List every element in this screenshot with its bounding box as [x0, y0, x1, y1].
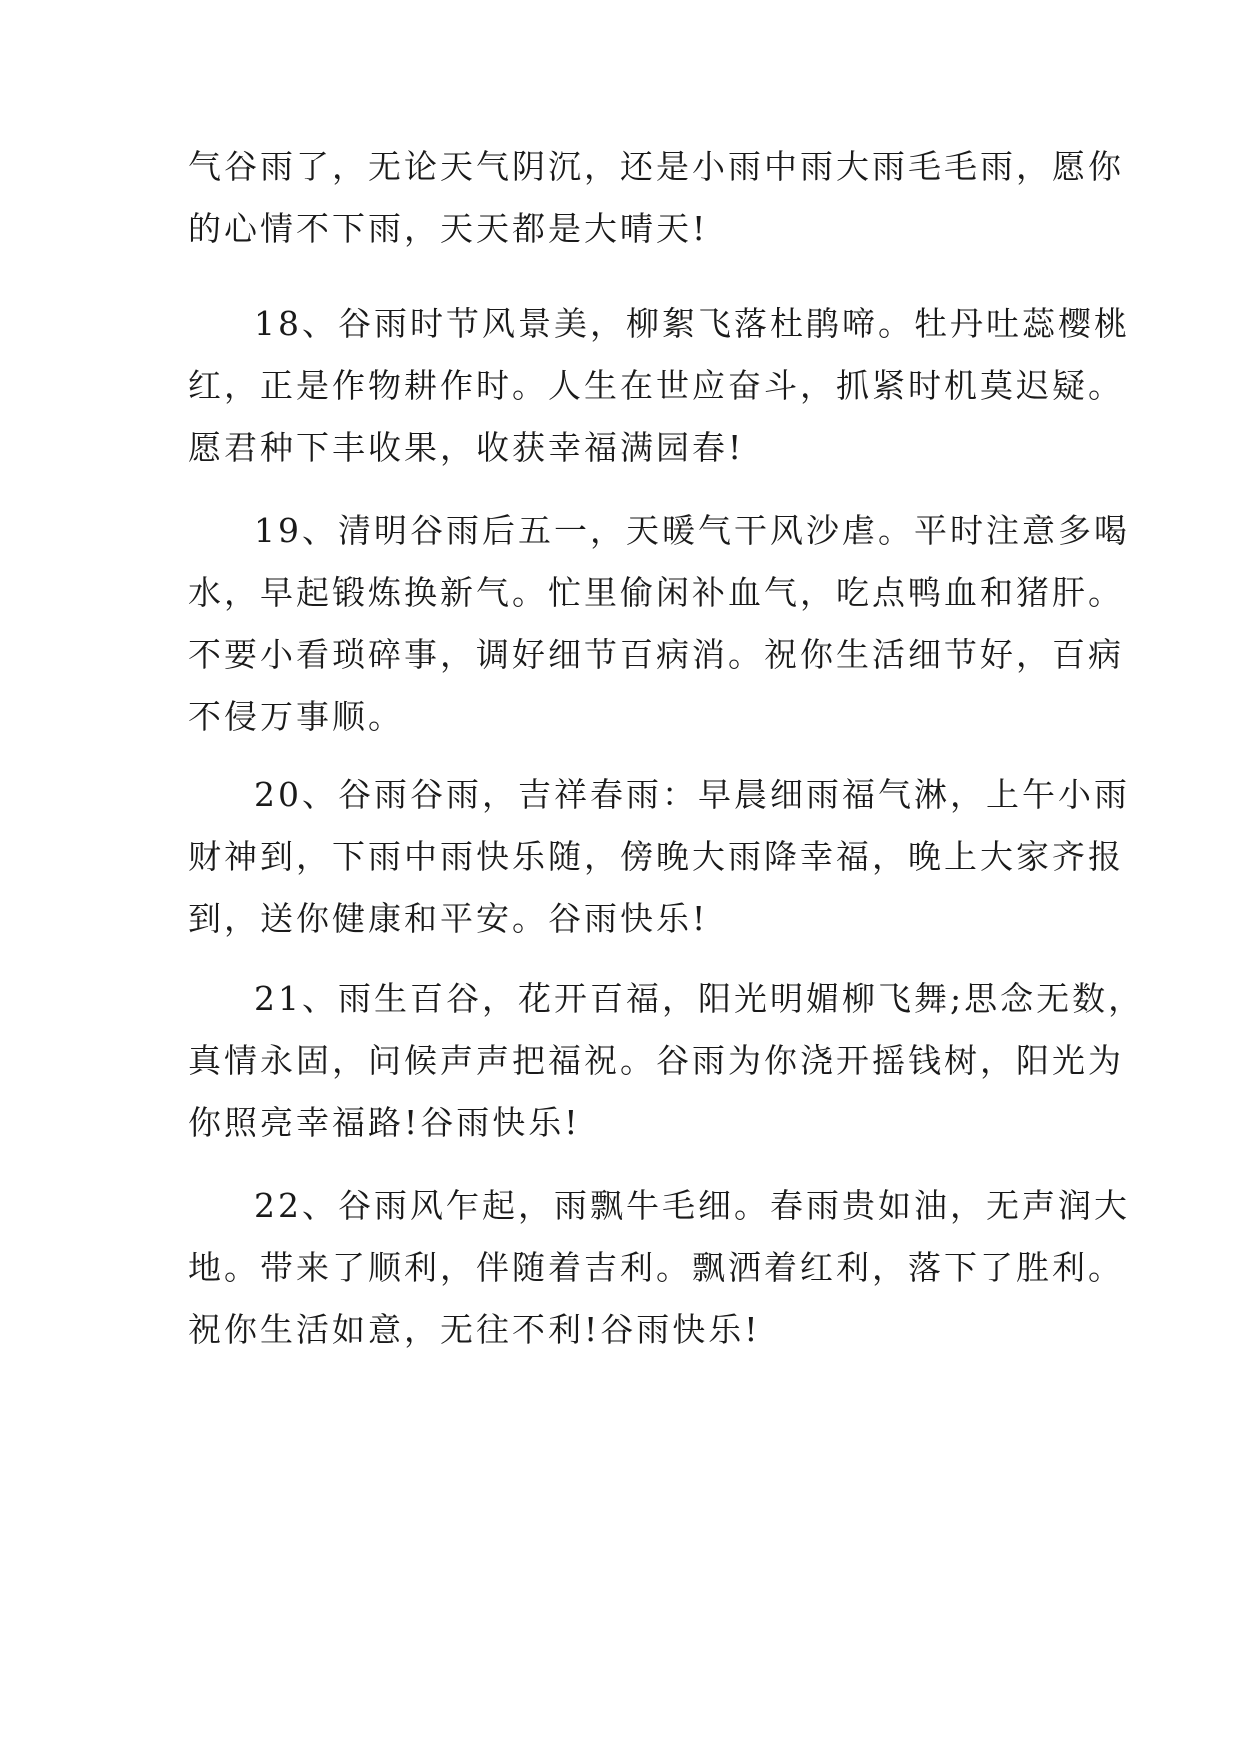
text-line: 真情永固，问候声声把福祝。谷雨为你浇开摇钱树，阳光为: [188, 1041, 1124, 1080]
text-line: 你照亮幸福路!谷雨快乐!: [188, 1103, 581, 1142]
text-line: 不要小看琐碎事，调好细节百病消。祝你生活细节好，百病: [188, 635, 1124, 674]
text-line: 气谷雨了，无论天气阴沉，还是小雨中雨大雨毛毛雨，愿你: [188, 147, 1124, 186]
text-line: 祝你生活如意，无往不利!谷雨快乐!: [188, 1310, 761, 1349]
text-line: 财神到，下雨中雨快乐随，傍晚大雨降幸福，晚上大家齐报: [188, 837, 1124, 876]
paragraph-20: [188, 764, 1130, 950]
text-line: 愿君种下丰收果，收获幸福满园春!: [188, 428, 745, 467]
paragraph-18: [188, 293, 1130, 479]
text-line: 的心情不下雨，天天都是大晴天!: [188, 209, 709, 248]
text-line: 地。带来了顺利，伴随着吉利。飘洒着红利，落下了胜利。: [188, 1248, 1124, 1287]
text-line: 不侵万事顺。: [188, 697, 404, 736]
text-line: 红，正是作物耕作时。人生在世应奋斗，抓紧时机莫迟疑。: [188, 366, 1124, 405]
paragraph-21: [188, 968, 1145, 1154]
text-line: 18、谷雨时节风景美，柳絮飞落杜鹃啼。牡丹吐蕊樱桃: [254, 304, 1130, 343]
text-line: 水，早起锻炼换新气。忙里偷闲补血气，吃点鸭血和猪肝。: [188, 573, 1124, 612]
text-line: 22、谷雨风乍起，雨飘牛毛细。春雨贵如油，无声润大: [254, 1186, 1130, 1225]
paragraph-19: [188, 500, 1130, 748]
continuation-paragraph: [188, 136, 1124, 260]
paragraph-22: [188, 1175, 1130, 1361]
text-line: 到，送你健康和平安。谷雨快乐!: [188, 899, 709, 938]
text-line: 21、雨生百谷，花开百福，阳光明媚柳飞舞;思念无数，: [254, 979, 1145, 1018]
text-line: 20、谷雨谷雨，吉祥春雨：早晨细雨福气淋，上午小雨: [254, 775, 1130, 814]
text-line: 19、清明谷雨后五一，天暖气干风沙虐。平时注意多喝: [254, 511, 1130, 550]
